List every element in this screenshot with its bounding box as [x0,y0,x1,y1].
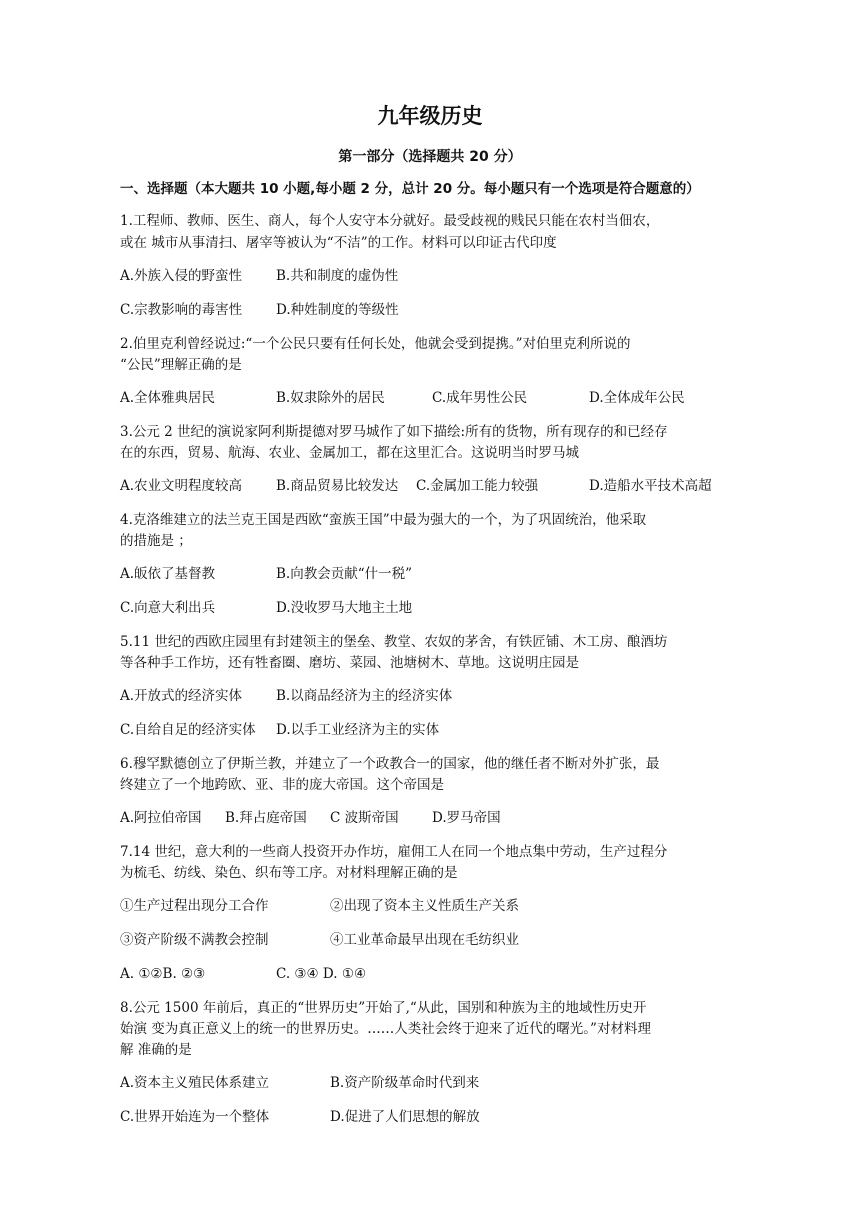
q8-stem-line-2: 始演 变为真正意义上的统一的世界历史。……人类社会终于迎来了近代的曙光。”对材料理 [120,1021,651,1037]
q4-stem-line-1: 4.克洛维建立的法兰克王国是西欧“蛮族王国”中最为强大的一个，为了巩固统治，他采取 [120,512,647,528]
q2-stem-line-1: 2.伯里克利曾经说过:“一个公民只要有任何长处，他就会受到提携。”对伯里克利所说的 [120,336,631,352]
q6-stem-line-1: 6.穆罕默德创立了伊斯兰教，并建立了一个政教合一的国家，他的继任者不断对外扩张，最 [120,756,660,772]
q1-option-a: A.外族入侵的野蛮性 [120,268,243,284]
part-heading: 第一部分（选择题共 20 分） [338,149,522,165]
q7-statement-3: ③资产阶级不满教会控制 [120,932,269,948]
q5-stem-line-1: 5.11 世纪的西欧庄园里有封建领主的堡垒、教堂、农奴的茅舍，有铁匠铺、木工房、酿酒坊 [120,634,668,650]
q1-stem-line-1: 1.工程师、教师、医生、商人，每个人安守本分就好。最受歧视的贱民只能在农村当佃农， [120,213,660,229]
q2-stem-line-2: “公民”理解正确的是 [120,357,242,373]
q6-stem-line-2: 终建立了一个地跨欧、亚、非的庞大帝国。这个帝国是 [120,777,444,793]
q8-option-b: B.资产阶级革命时代到来 [330,1075,480,1091]
q4-option-d: D.没收罗马大地主土地 [276,600,413,616]
q2-option-b: B.奴隶除外的居民 [276,390,385,406]
q3-stem-line-2: 在的东西，贸易、航海、农业、金属加工，都在这里汇合。这说明当时罗马城 [120,445,579,461]
q6-option-b: B.拜占庭帝国 [225,810,307,826]
q7-stem-line-2: 为梳毛、纺线、染色、织布等工序。对材料理解正确的是 [120,865,458,881]
q5-option-c: C.自给自足的经济实体 [120,722,256,738]
q5-option-b: B.以商品经济为主的经济实体 [276,688,453,704]
q4-option-b: B.向教会贡献“什一税” [276,566,413,582]
q6-option-a: A.阿拉伯帝国 [120,810,202,826]
q5-option-d: D.以手工业经济为主的实体 [276,722,440,738]
q1-option-d: D.种姓制度的等级性 [276,302,399,318]
q1-option-b: B.共和制度的虚伪性 [276,268,399,284]
q3-option-c: C.金属加工能力较强 [416,478,539,494]
page-title: 九年级历史 [377,104,483,128]
q7-statement-2: ②出现了资本主义性质生产关系 [330,898,519,914]
q3-option-b: B.商品贸易比较发达 [276,478,399,494]
q3-option-a: A.农业文明程度较高 [120,478,243,494]
q6-option-c: C 波斯帝国 [330,810,399,826]
q8-option-d: D.促进了人们思想的解放 [330,1109,480,1125]
q7-statement-4: ④工业革命最早出现在毛纺织业 [330,932,519,948]
q8-option-c: C.世界开始连为一个整体 [120,1109,270,1125]
q4-option-c: C.向意大利出兵 [120,600,216,616]
q8-option-a: A.资本主义殖民体系建立 [120,1075,270,1091]
q1-stem-line-2: 或在 城市从事清扫、屠宰等被认为“不洁”的工作。材料可以印证古代印度 [120,235,557,251]
q4-option-a: A.皈依了基督教 [120,566,216,582]
q2-option-c: C.成年男性公民 [432,390,528,406]
q8-stem-line-1: 8.公元 1500 年前后，真正的“世界历史”开始了,“从此，国别和种族为主的地域性历史开 [120,1000,647,1016]
section-heading: 一、选择题（本大题共 10 小题,每小题 2 分，总计 20 分。每小题只有一个选项是符合题意的） [120,181,700,197]
q3-option-d: D.造船水平技术高超 [589,478,712,494]
q5-option-a: A.开放式的经济实体 [120,688,243,704]
q1-option-c: C.宗教影响的毒害性 [120,302,243,318]
q6-option-d: D.罗马帝国 [432,810,501,826]
q3-stem-line-1: 3.公元 2 世纪的演说家阿利斯提德对罗马城作了如下描绘:所有的货物，所有现存的和已经存 [120,424,668,440]
q8-stem-line-3: 解 准确的是 [120,1042,192,1058]
q5-stem-line-2: 等各种手工作坊，还有牲畜圈、磨坊、菜园、池塘树木、草地。这说明庄园是 [120,655,579,671]
q7-statement-1: ①生产过程出现分工合作 [120,898,269,914]
q2-option-a: A.全体雅典居民 [120,390,216,406]
q2-option-d: D.全体成年公民 [589,390,685,406]
q4-stem-line-2: 的措施是 ； [120,533,192,549]
q7-options-cd: C. ③④ D. ①④ [276,966,367,982]
q7-stem-line-1: 7.14 世纪，意大利的一些商人投资开办作坊，雇佣工人在同一个地点集中劳动，生产过程分 [120,844,668,860]
q7-options-ab: A. ①②B. ②③ [120,966,206,982]
